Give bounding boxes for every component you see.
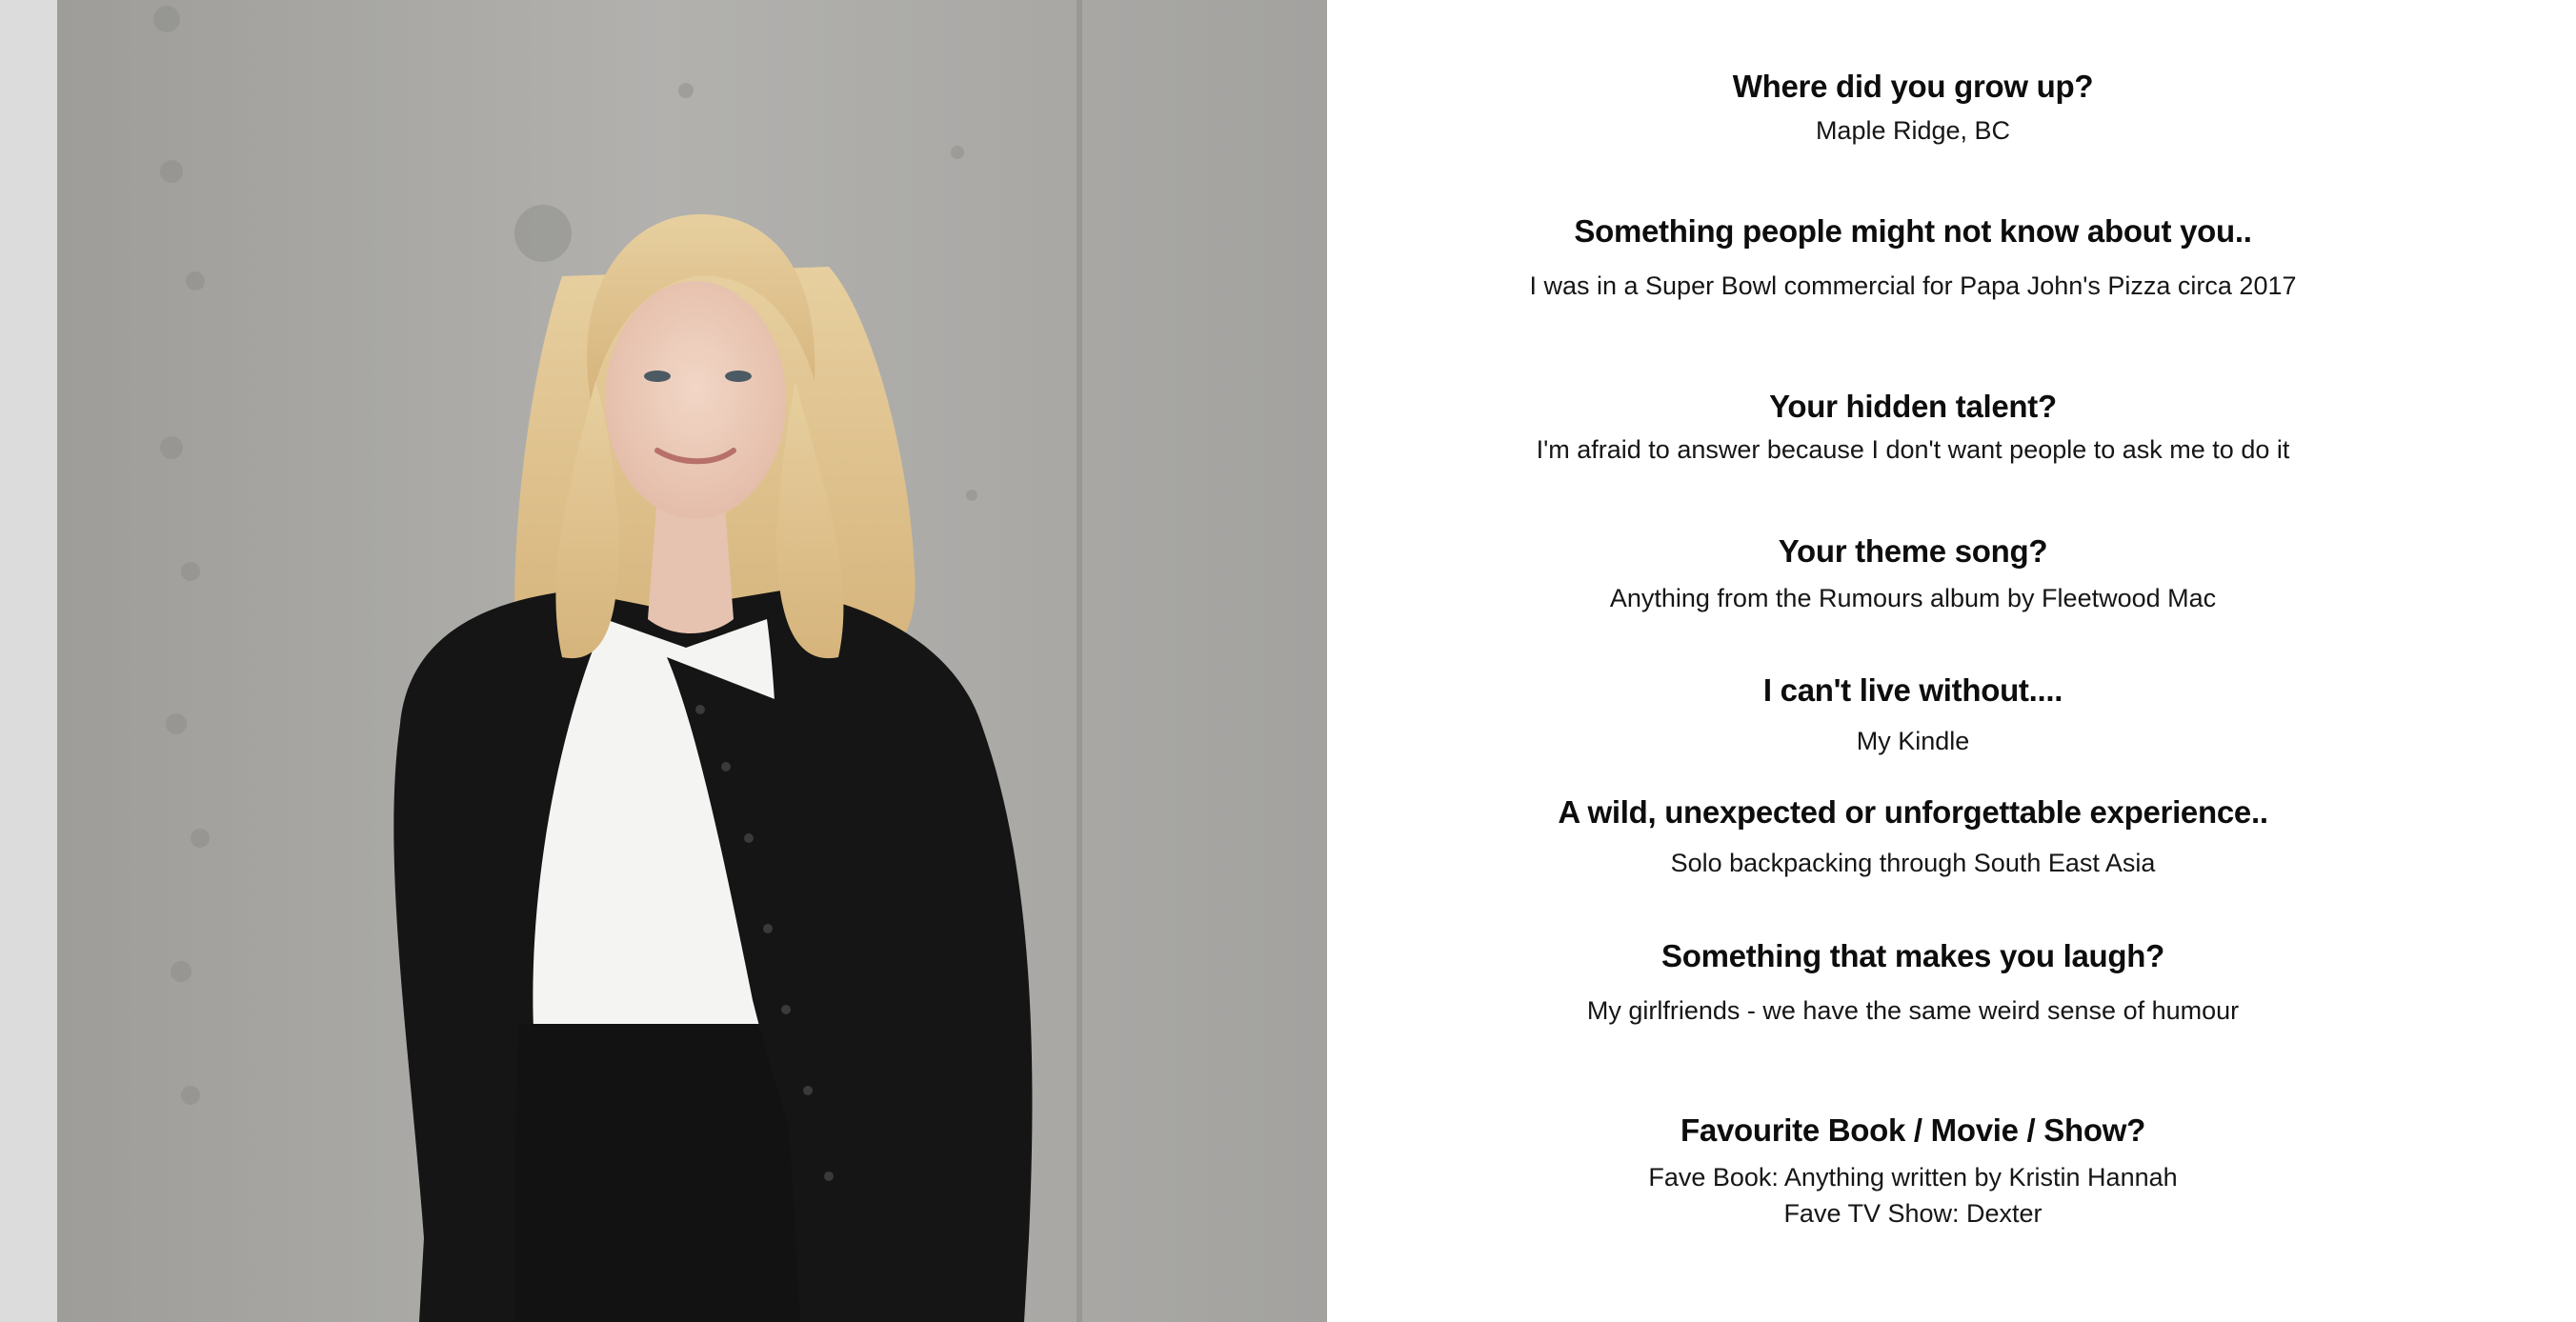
answer-cant-live-without: My Kindle	[1856, 727, 1970, 755]
question-makes-you-laugh: Something that makes you laugh?	[1661, 938, 2164, 973]
question-cant-live-without: I can't live without....	[1762, 672, 2063, 708]
answer-makes-you-laugh: My girlfriends - we have the same weird sense of humour	[1586, 996, 2240, 1025]
question-not-know: Something people might not know about you..	[1574, 213, 2252, 249]
answer-not-know: I was in a Super Bowl commercial for Papa John's Pizza circa 2017	[1529, 271, 2297, 300]
answer-favourite-book: Fave Book: Anything written by Kristin Hannah	[1648, 1163, 2178, 1192]
question-favourite-media: Favourite Book / Movie / Show?	[1680, 1112, 2145, 1148]
answer-wild-experience: Solo backpacking through South East Asia	[1670, 849, 2156, 877]
question-wild-experience: A wild, unexpected or unforgettable experience..	[1558, 794, 2268, 830]
question-theme-song: Your theme song?	[1778, 533, 2048, 569]
question-grow-up: Where did you grow up?	[1732, 69, 2094, 104]
qa-column	[1327, 0, 2576, 1322]
answer-grow-up: Maple Ridge, BC	[1815, 116, 2011, 145]
question-hidden-talent: Your hidden talent?	[1769, 389, 2057, 424]
answer-theme-song: Anything from the Rumours album by Fleetwood Mac	[1609, 584, 2217, 612]
answer-favourite-show: Fave TV Show: Dexter	[1783, 1199, 2043, 1228]
answer-hidden-talent: I'm afraid to answer because I don't want people to ask me to do it	[1536, 435, 2290, 464]
